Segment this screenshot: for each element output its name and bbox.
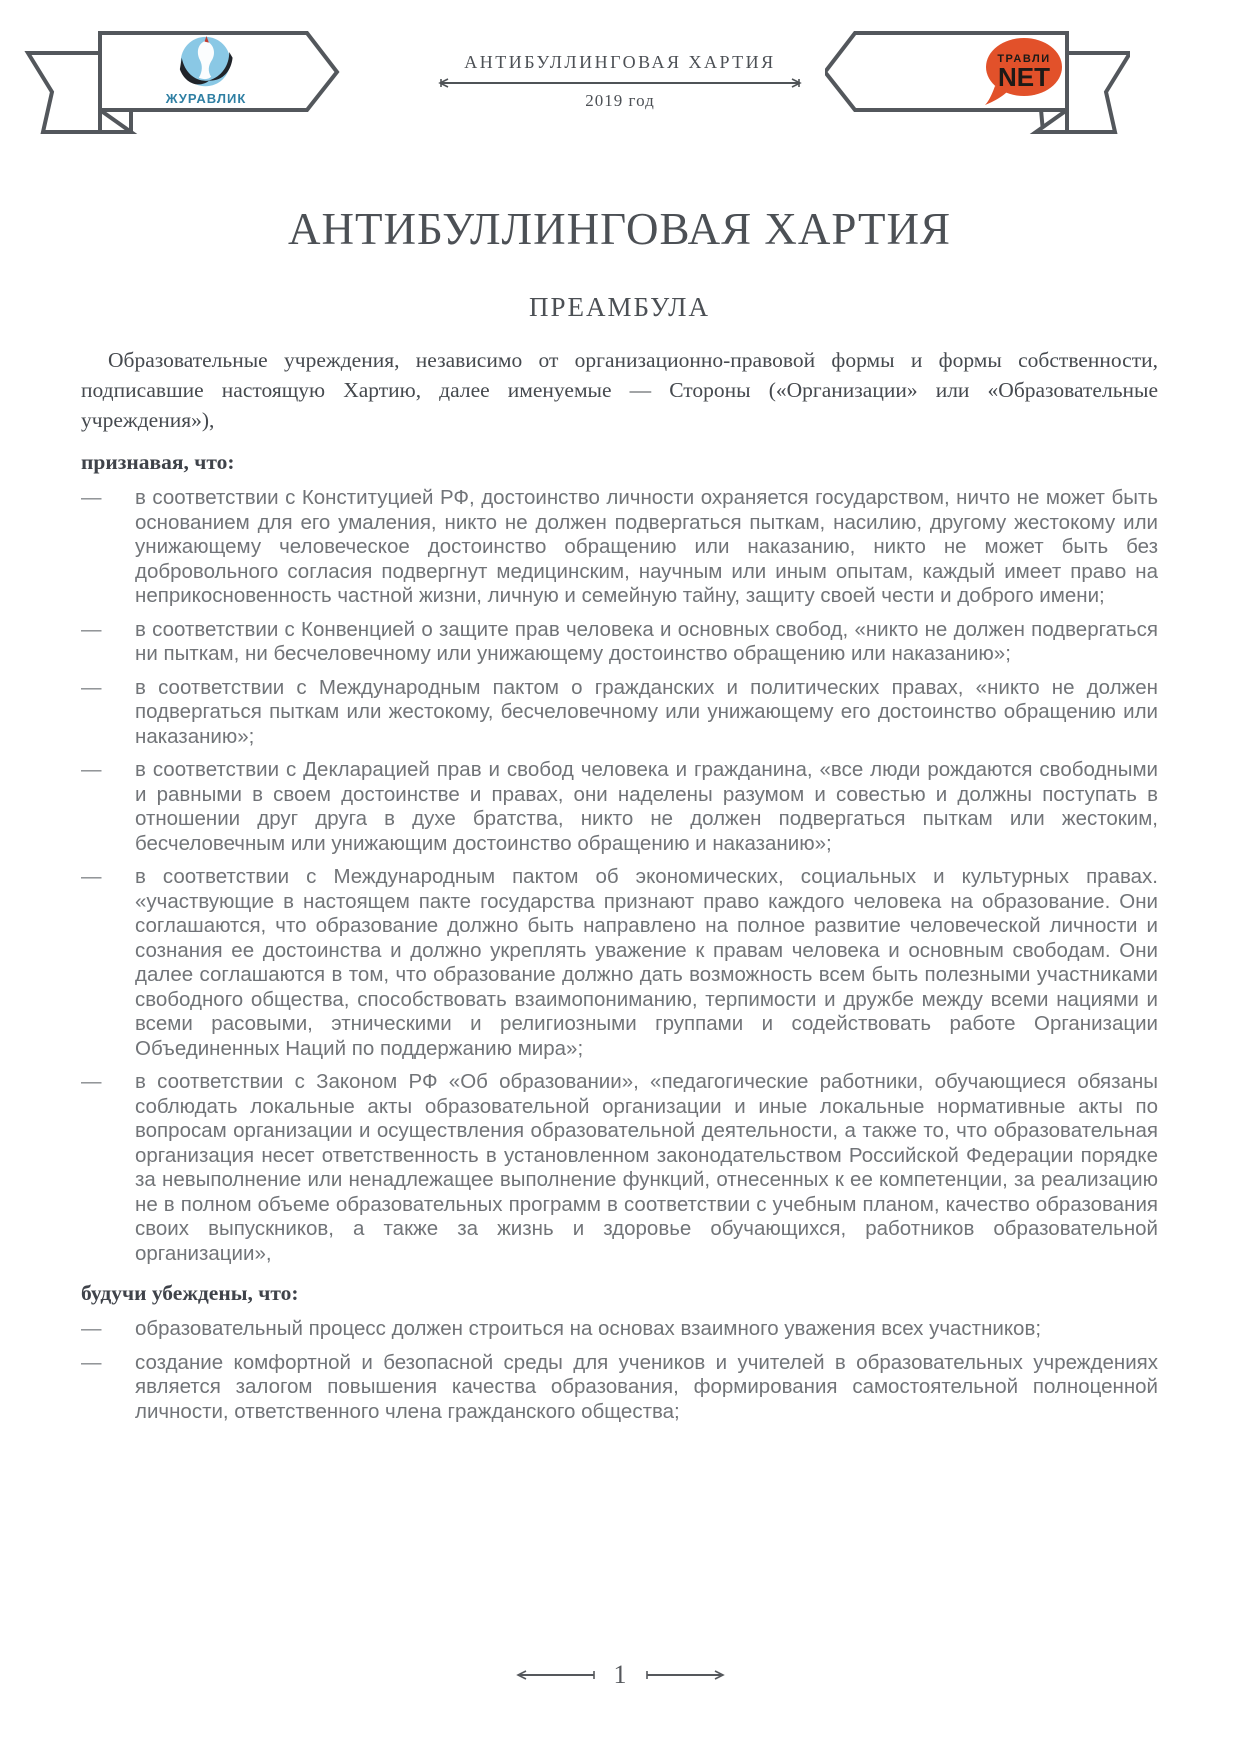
arrow-line-left-icon [514,1669,598,1681]
list-item [81,486,1158,609]
bullet-dash: — [81,1070,102,1093]
list-item [81,758,1158,856]
list-item-text: в соответствии с Законом РФ «Об образовании», «педагогические работники, обучающиеся обязаны соблюдать локальные акты образовательной организации и иные локальные нормативные акты по вопросам организации и осуществления образовательной деятельности, а также то, что образовательная организация несет ответственность в установленном законодательством Российской Федерации порядке за невыполнение или ненадлежащее выполнение функций, отнесенных к ее компетенции, за реализацию не в полном объеме образовательных программ в соответствии с учебным планом, качество образования своих выпускников, а также за жизнь и здоровье обучающихся, работников образовательной организации», [135,1070,1158,1265]
list-item-text: в соответствии с Международным пактом о гражданских и политических правах, «никто не должен подвергаться пыткам или жестокому, бесчеловечному или унижающему его достоинство обращению или наказанию»; [135,675,1158,748]
bullet-list-convinced [81,1317,1158,1424]
page-footer [0,1662,1240,1688]
double-arrow-line-icon [434,76,806,90]
list-item-text: в соответствии с Международным пактом об экономических, социальных и культурных правах. «участвующие в настоящем пакте государства признают право каждого человека на образование. Они соглашаются, что образование должно быть направлено на полное развитие человеческой личности и сознания ее достоинства и должно укреплять уважение к правам человека и основным свободам. Они далее соглашаются в том, что образование должно дать возможность всем быть полезными участниками свободного общества, способствовать взаимопониманию, терпимости и дружбе между всеми нациями и всеми расовыми, этническими и религиозными группами и содействовать работе Организации Объединенных Наций по поддержанию мира»; [135,865,1158,1060]
arrow-line-right-icon [643,1669,727,1681]
bullet-dash: — [81,675,102,699]
list-item-text: создание комфортной и безопасной среды для учеников и учителей в образовательных учреждениях является залогом повышения качества образования, формирования самостоятельной полноценной личности, ответственного члена гражданского общества; [135,1350,1158,1423]
list-item [81,1351,1158,1425]
header-title: АНТИБУЛЛИНГОВАЯ ХАРТИЯ [464,52,776,72]
intro-paragraph: Образовательные учреждения, независимо от организационно-правовой формы и формы собственности, подписавшие настоящую Хартию, далее именуемые — Стороны («Организации» или «Образовательные учреждения»), [81,348,1158,432]
list-item [81,618,1158,667]
document-title: АНТИБУЛЛИНГОВАЯ ХАРТИЯ [288,204,951,254]
bullet-dash: — [81,865,102,888]
page-header [0,0,1240,150]
group-heading-recognizing: признавая, что: [81,450,235,474]
list-item [81,1070,1158,1266]
list-item [81,865,1158,1061]
bullet-dash: — [81,486,102,509]
list-item-text: в соответствии с Конституцией РФ, достоинство личности охраняется государством, ничто не может быть основанием для его умаления, никто не должен подвергаться пыткам, насилию, другому жестокому или унижающему человеческое достоинство обращению или наказанию, никто не может быть без добровольного согласия подвергнут медицинским, научным или иным опытам, каждый имеет право на неприкосновенность частной жизни, личную и семейную тайну, защиту своей чести и доброго имени; [135,486,1158,607]
bullet-dash: — [81,758,102,781]
list-item-text: в соответствии с Конвенцией о защите прав человека и основных свобод, «никто не должен подвергаться ни пыткам, ни бесчеловечному или унижающему достоинство обращению или наказанию»; [135,617,1158,665]
crane-icon [177,35,234,92]
travli-logo-word-top: ТРАВЛИ [997,53,1051,65]
list-item [81,676,1158,750]
bullet-list-recognizing [81,486,1158,1266]
list-item-text: образовательный процесс должен строиться на основах взаимного уважения всех участников; [135,1317,1042,1340]
right-ribbon-banner [825,26,1130,138]
bullet-dash: — [81,1317,102,1340]
list-item [81,1317,1158,1342]
bullet-dash: — [81,1350,102,1374]
travli-logo-word-bottom: NET [998,62,1050,92]
header-year: 2019 год [585,91,655,110]
page-number: 1 [613,1660,627,1689]
section-heading: ПРЕАМБУЛА [529,292,710,322]
crane-logo-label: ЖУРАВЛИК [165,91,247,106]
speech-bubble-icon [981,36,1065,108]
bullet-dash: — [81,617,102,641]
group-heading-convinced: будучи убеждены, что: [81,1281,299,1305]
list-item-text: в соответствии с Декларацией прав и свобод человека и гражданина, «все люди рождаются свободными и равными в своем достоинстве и правах, они наделены разумом и совестью и должны поступать в отношении друг друга в духе братства, никто не должен подвергаться пыткам или жестоким, бесчеловечным или унижающим достоинство обращению и наказанию»; [135,758,1158,855]
header-center [420,52,820,111]
